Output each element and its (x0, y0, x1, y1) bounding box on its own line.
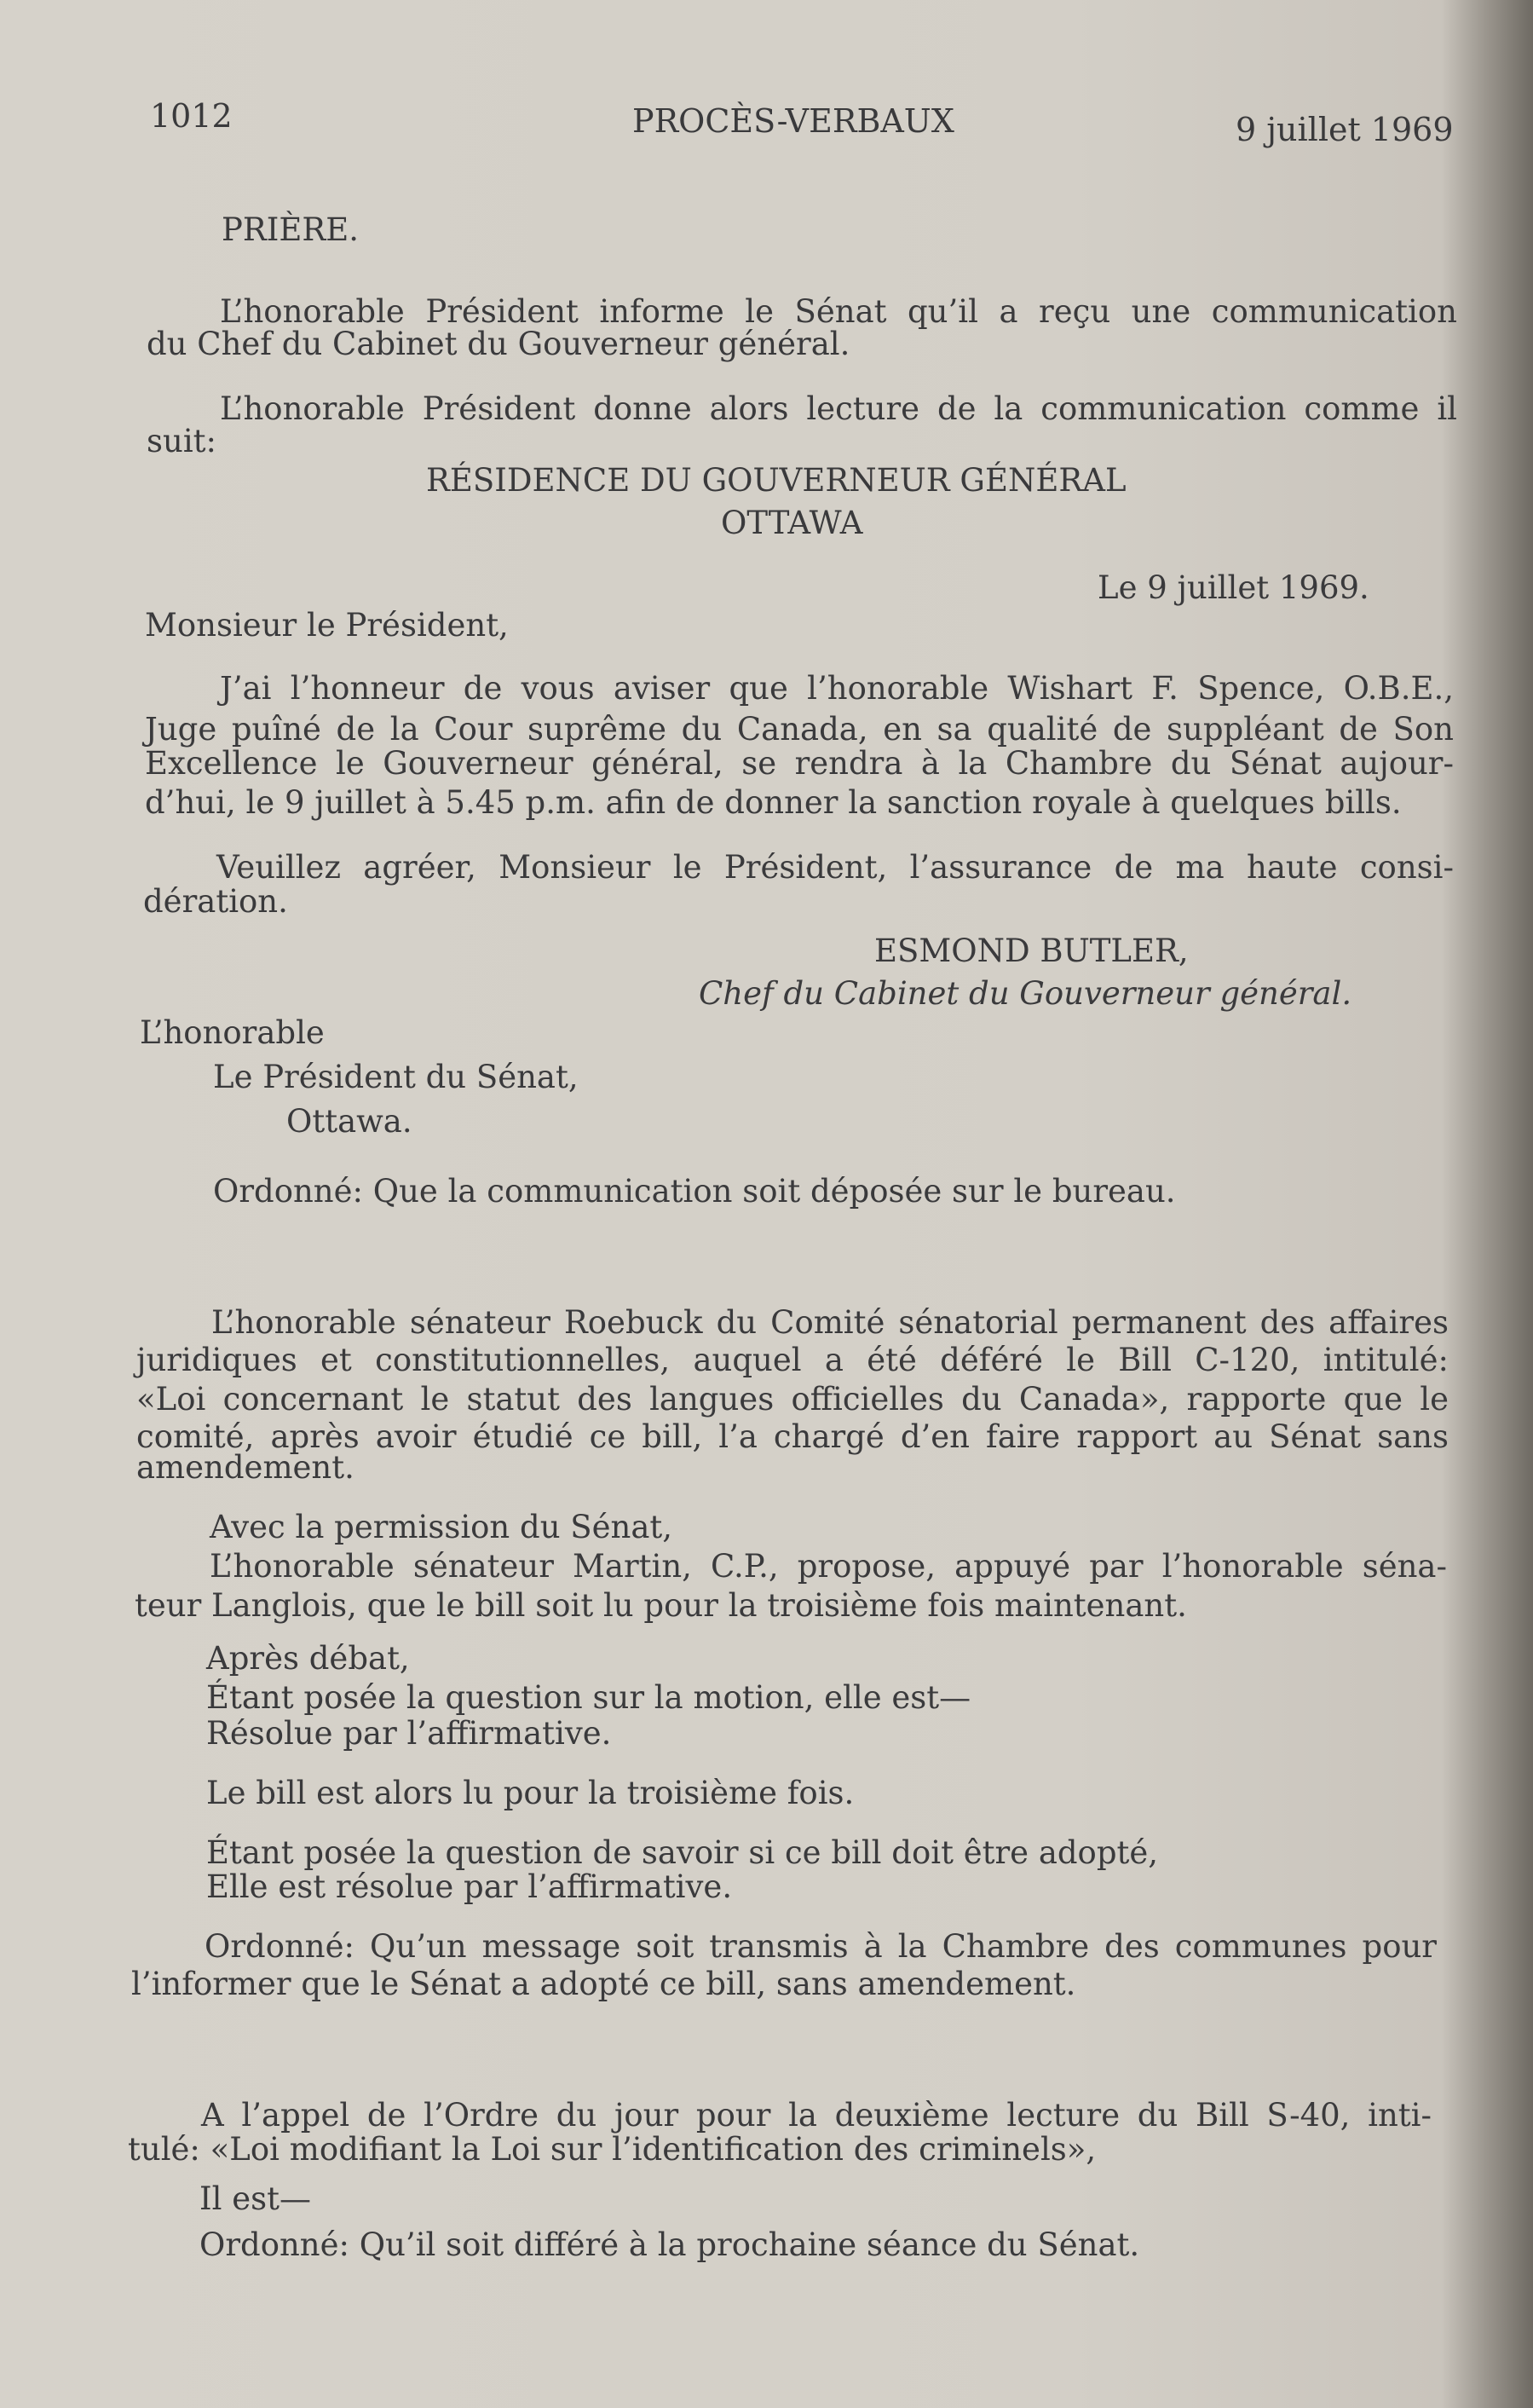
paragraph-line: l’informer que le Sénat a adopté ce bill, sans amendement. (131, 1966, 1076, 2002)
paragraph-line: Il est— (199, 2180, 311, 2217)
paragraph-line: L’honorable Président donne alors lecture de la communication comme il (220, 390, 1457, 427)
paragraph-line: juridiques et constitutionnelles, auquel a été déféré le Bill C-120, intitulé: (136, 1342, 1449, 1378)
address-line: Le Président du Sénat, (213, 1059, 579, 1095)
signature-title: Chef du Cabinet du Gouverneur général. (699, 975, 1352, 1012)
order-line: Ordonné: Qu’il soit différé à la prochaine séance du Sénat. (199, 2226, 1140, 2263)
letter-heading-city: OTTAWA (721, 505, 863, 541)
order-line: Ordonné: Que la communication soit déposée sur le bureau. (213, 1173, 1176, 1210)
page-number: 1012 (150, 97, 233, 135)
paragraph-line: comité, après avoir étudié ce bill, l’a chargé d’en faire rapport au Sénat sans (136, 1418, 1449, 1455)
paragraph-line: du Chef du Cabinet du Gouverneur général. (147, 326, 850, 362)
address-line: L’honorable (140, 1014, 325, 1051)
letter-salutation: Monsieur le Président, (145, 607, 509, 644)
paragraph-line: Avec la permission du Sénat, (210, 1509, 673, 1545)
priere-heading: PRIÈRE. (222, 211, 360, 248)
letter-closing: dération. (143, 883, 288, 920)
letter-line: Excellence le Gouverneur général, se rendra à la Chambre du Sénat aujour- (145, 745, 1454, 782)
letter-line: Juge puîné de la Cour suprême du Canada, en sa qualité de suppléant de Son (145, 711, 1454, 748)
header-date: 9 juillet 1969 (1236, 111, 1454, 148)
paragraph-line: Elle est résolue par l’affirmative. (206, 1868, 733, 1905)
letter-date: Le 9 juillet 1969. (1098, 569, 1369, 606)
paragraph-line: L’honorable Président informe le Sénat qu’il a reçu une communication (220, 293, 1457, 330)
paragraph-line: teur Langlois, que le bill soit lu pour la troisième fois maintenant. (135, 1587, 1187, 1624)
paragraph-line: amendement. (136, 1449, 354, 1486)
paragraph-line: tulé: «Loi modifiant la Loi sur l’identification des criminels», (128, 2131, 1097, 2168)
paragraph-line: L’honorable sénateur Roebuck du Comité sénatorial permanent des affaires (211, 1304, 1449, 1341)
letter-line: J’ai l’honneur de vous aviser que l’honorable Wishart F. Spence, O.B.E., (220, 670, 1454, 707)
signature-name: ESMOND BUTLER, (874, 933, 1189, 969)
letter-heading: RÉSIDENCE DU GOUVERNEUR GÉNÉRAL (426, 462, 1127, 499)
letter-closing: Veuillez agréer, Monsieur le Président, l’assurance de ma haute consi- (216, 849, 1454, 886)
paragraph-line: suit: (147, 423, 216, 459)
paragraph-line: L’honorable sénateur Martin, C.P., propose, appuyé par l’honorable séna- (210, 1548, 1447, 1585)
running-head: PROCÈS-VERBAUX (632, 102, 954, 140)
paragraph-line: Résolue par l’affirmative. (206, 1715, 612, 1752)
paragraph-line: Étant posée la question sur la motion, elle est— (206, 1679, 971, 1716)
paragraph-line: A l’appel de l’Ordre du jour pour la deuxième lecture du Bill S-40, inti- (201, 2097, 1432, 2134)
paragraph-line: Ordonné: Qu’un message soit transmis à la Chambre des communes pour (205, 1928, 1437, 1965)
address-line: Ottawa. (286, 1103, 412, 1140)
letter-line: d’hui, le 9 juillet à 5.45 p.m. afin de donner la sanction royale à quelques bills. (145, 784, 1402, 821)
paragraph-line: «Loi concernant le statut des langues officielles du Canada», rapporte que le (136, 1381, 1449, 1418)
paragraph-line: Le bill est alors lu pour la troisième fois. (206, 1775, 855, 1811)
paragraph-line: Après débat, (206, 1640, 410, 1677)
paragraph-line: Étant posée la question de savoir si ce bill doit être adopté, (206, 1834, 1159, 1871)
